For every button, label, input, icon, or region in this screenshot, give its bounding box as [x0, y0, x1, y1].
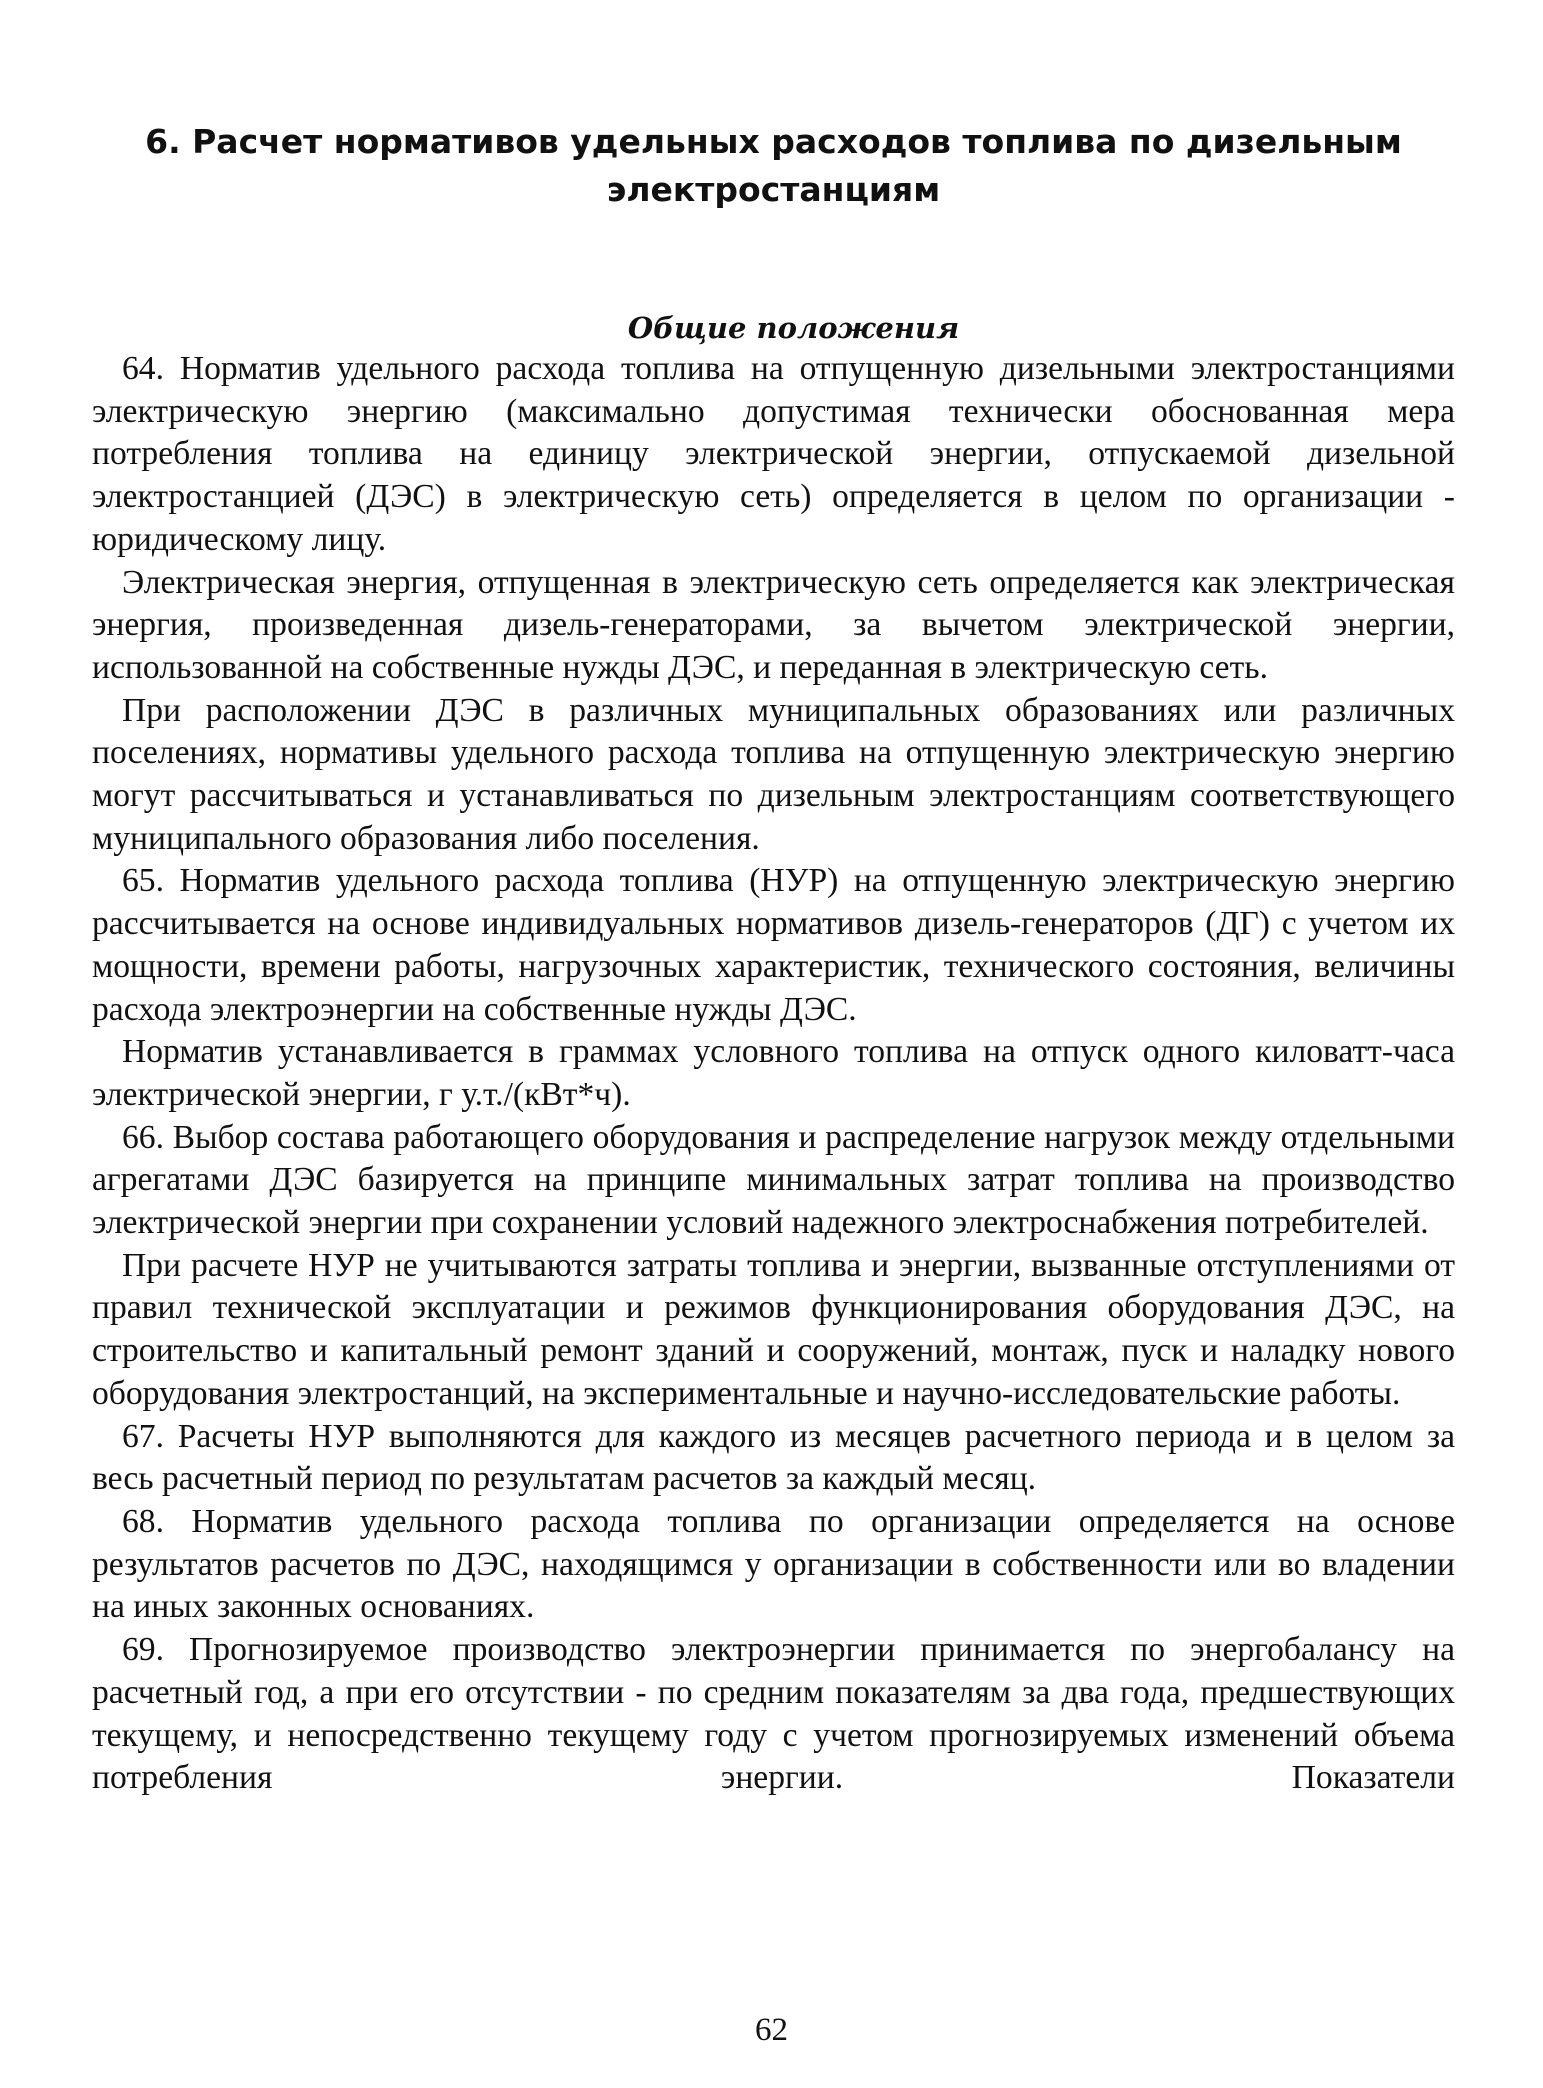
paragraph-64-electric-energy: Электрическая энергия, отпущенная в электрическую сеть определяется как электрическая энергия, произведенная дизель-генераторами, за вычетом электрической энергии, использованной на собственные нужды ДЭС, и переданная в электрическую сеть.: [92, 563, 1455, 686]
paragraph-69: 69. Прогнозируемое производство электроэнергии принимается по энергобалансу на расчетный год, а при его отсутствии - по средним показателям за два года, предшествующих текущему, и непосредственно текущему году с учетом прогнозируемых изменений объема потребления энергии. Показатели: [92, 1631, 1455, 1797]
paragraph-68: 68. Норматив удельного расхода топлива по организации определяется на основе результатов расчетов по ДЭС, находящимся у организации в собственности или во владении на иных законных основаниях.: [92, 1502, 1455, 1626]
section-subtitle: Общие положения: [627, 311, 960, 345]
paragraph-64: 64. Норматив удельного расхода топлива на отпущенную дизельными электростанциями электрическую энергию (максимально допустимая технически обоснованная мера потребления топлива на единицу электрической энергии, отпускаемой дизельной электростанцией (ДЭС) в электрическую сеть) определяется в целом по организации - юридическому лицу.: [92, 350, 1455, 558]
paragraph-66-exclusions: При расчете НУР не учитываются затраты топлива и энергии, вызванные отступлениями от правил технической эксплуатации и режимов функционирования оборудования ДЭС, на строительство и капитальный ремонт зданий и сооружений, монтаж, пуск и наладку нового оборудования электростанций, на экспериментальные и научно-исследовательские работы.: [92, 1246, 1455, 1412]
paragraph-66: 66. Выбор состава работающего оборудования и распределение нагрузок между отдельными агрегатами ДЭС базируется на принципе минимальных затрат топлива на производство электрической энергии при сохранении условий надежного электроснабжения потребителей.: [92, 1118, 1455, 1242]
paragraph-65: 65. Норматив удельного расхода топлива (НУР) на отпущенную электрическую энергию рассчитывается на основе индивидуальных нормативов дизель-генераторов (ДГ) с учетом их мощности, времени работы, нагрузочных характеристик, технического состояния, величины расхода электроэнергии на собственные нужды ДЭС.: [92, 862, 1455, 1028]
paragraph-67: 67. Расчеты НУР выполняются для каждого из месяцев расчетного периода и в целом за весь расчетный период по результатам расчетов за каждый месяц.: [92, 1417, 1455, 1498]
body-text: [92, 348, 1455, 1800]
page-number: 62: [755, 2012, 788, 2048]
paragraph-65-unit: Норматив устанавливается в граммах условного топлива на отпуск одного киловатт-часа электрической энергии, г у.т./(кВт*ч).: [92, 1033, 1455, 1113]
section-title: 6. Расчет нормативов удельных расходов топлива по дизельным электростанциям: [145, 122, 1402, 209]
paragraph-64-municipal: При расположении ДЭС в различных муниципальных образованиях или различных поселениях, нормативы удельного расхода топлива на отпущенную электрическую энергию могут рассчитываться и устанавливаться по дизельным электростанциям соответствующего муниципального образования либо поселения.: [92, 691, 1455, 857]
